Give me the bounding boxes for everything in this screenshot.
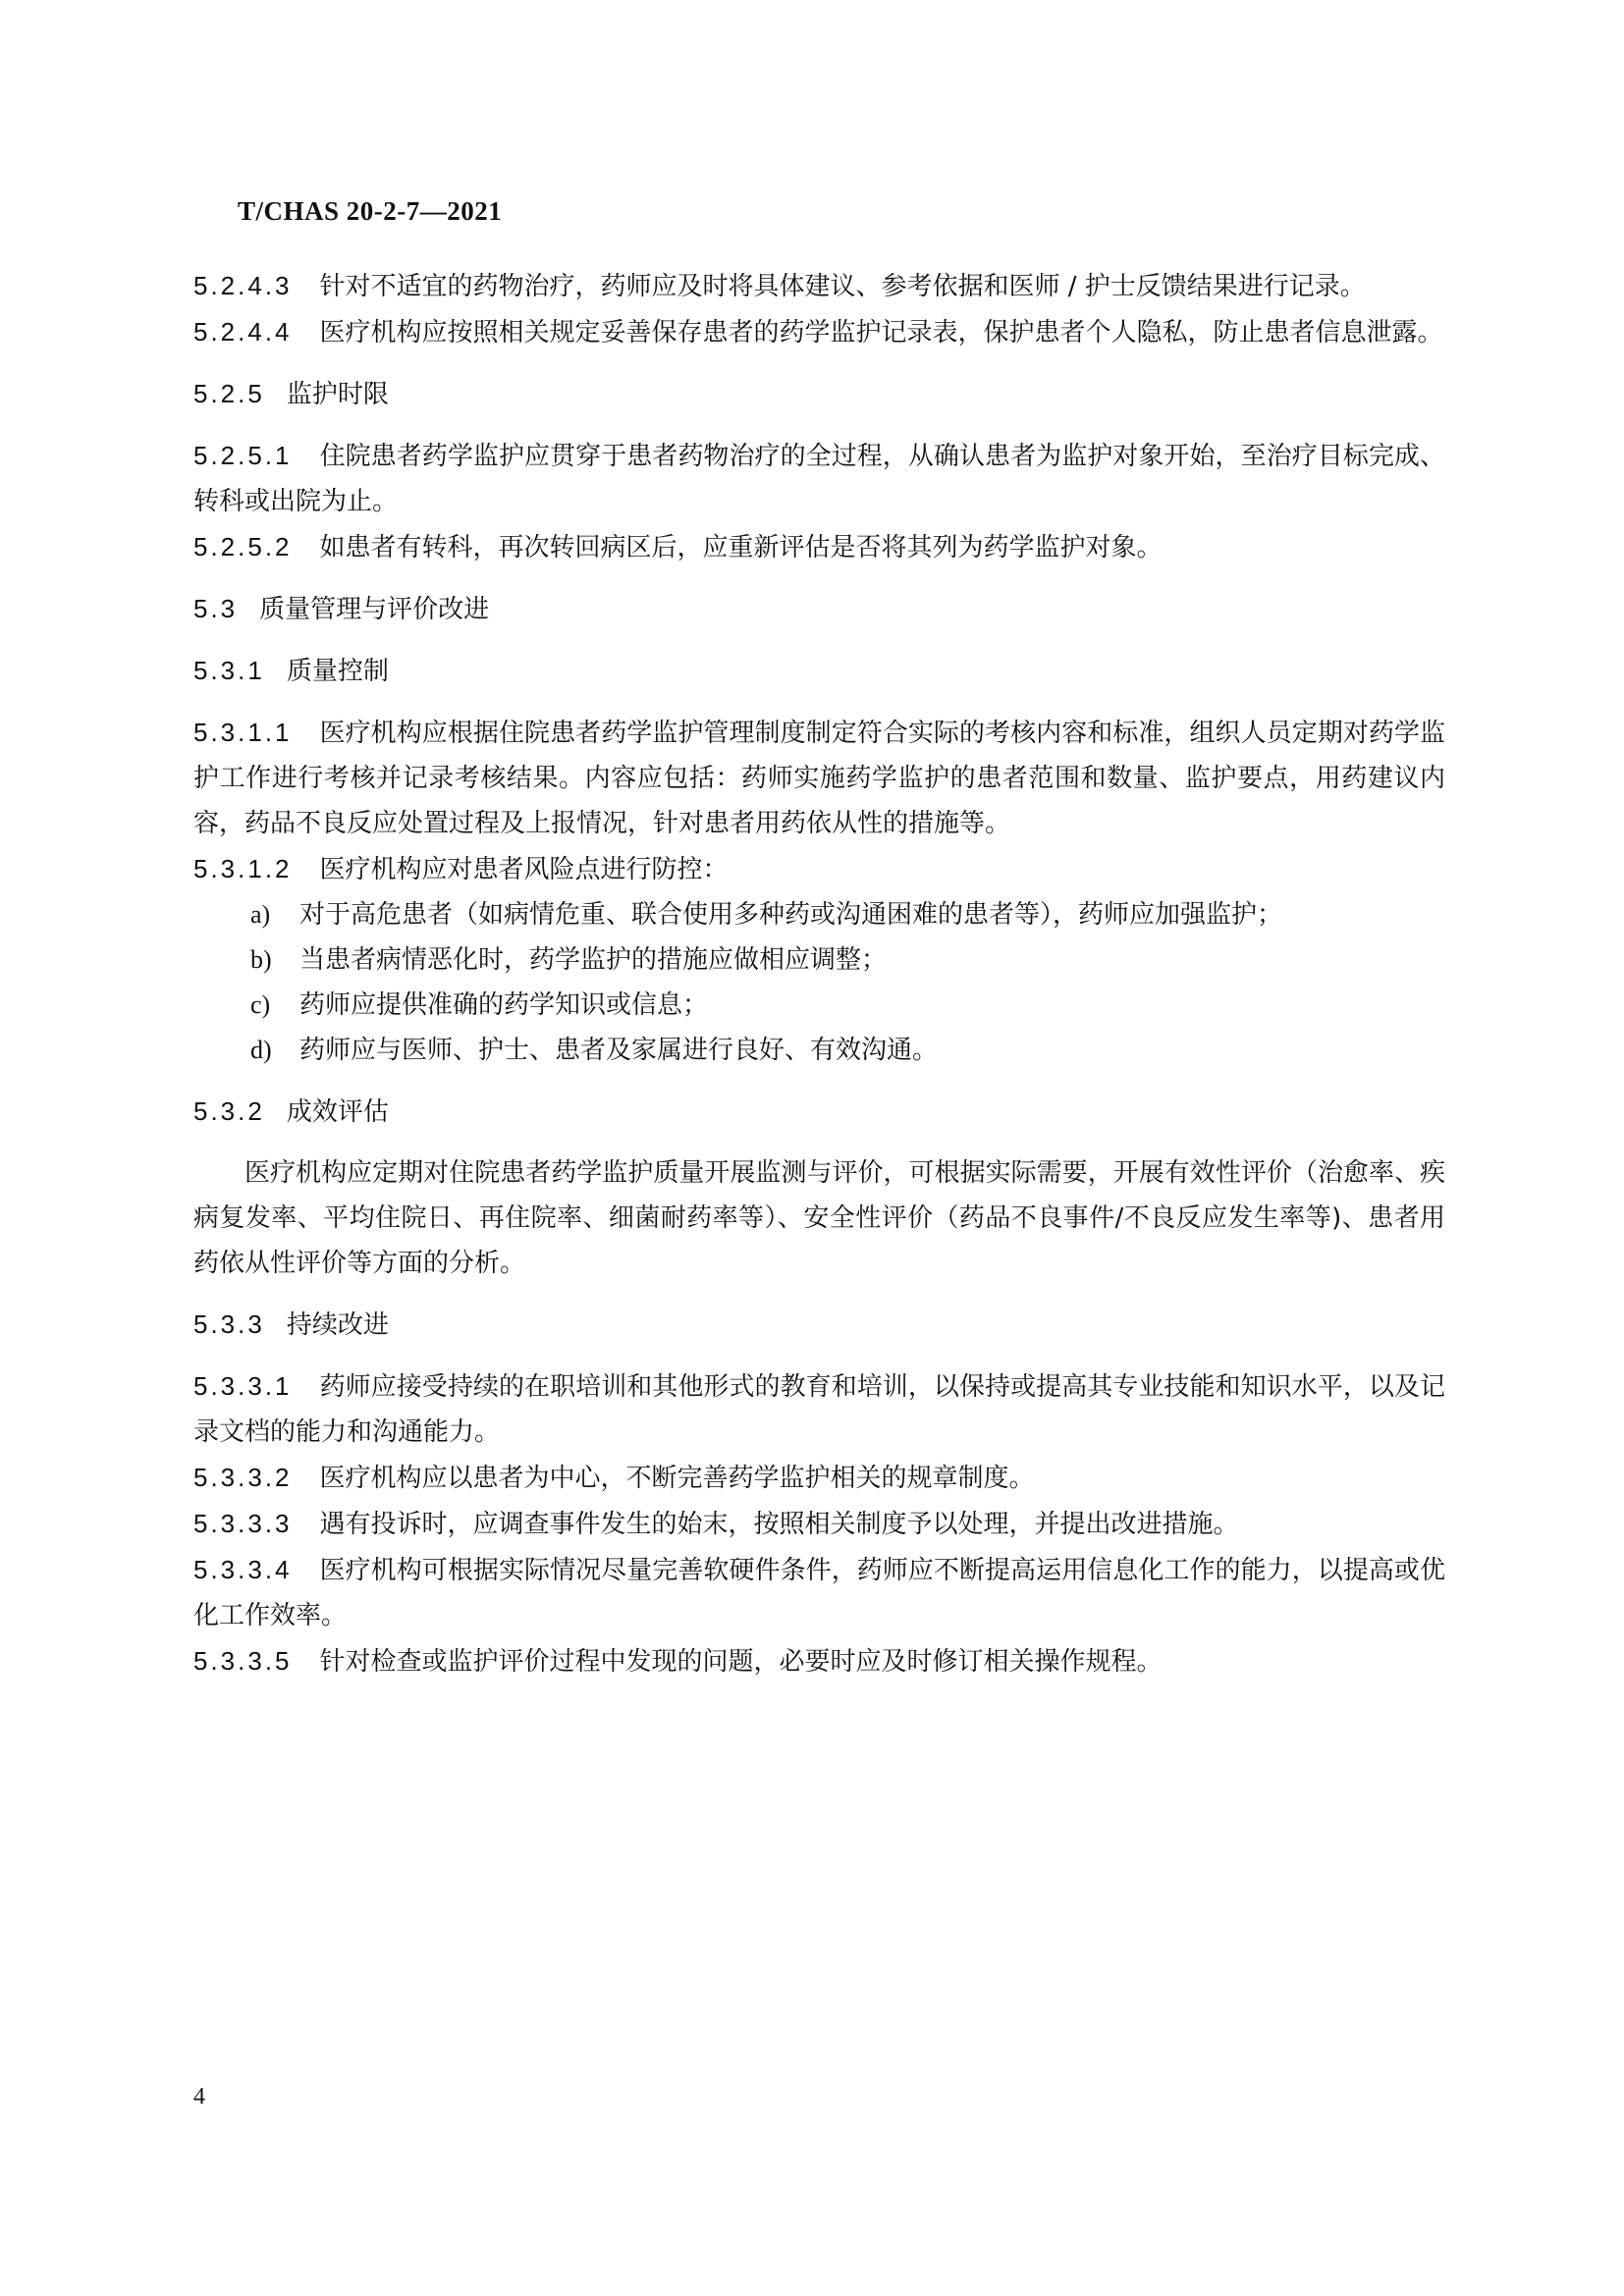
section-title: 成效评估 <box>286 1097 389 1127</box>
list-marker: d) <box>250 1036 272 1064</box>
clause-number: 5.2.5.2 <box>193 532 293 561</box>
clause-5-3-1-1 <box>193 710 1445 846</box>
clause-text: 医疗机构应按照相关规定妥善保存患者的药学监护记录表，保护患者个人隐私，防止患者信息泄露。 <box>319 318 1443 347</box>
list-item-text: 当患者病情恶化时，药学监护的措施应做相应调整； <box>299 945 888 975</box>
clause-number: 5.3.1.1 <box>193 718 293 747</box>
clause-5-2-5-2 <box>193 524 1445 570</box>
clause-number: 5.2.4.4 <box>193 317 293 347</box>
list-item-text: 对于高危患者（如病情危重、联合使用多种药或沟通困难的患者等），药师应加强监护； <box>299 900 1283 930</box>
section-title: 持续改进 <box>286 1310 389 1340</box>
list-marker: c) <box>250 990 271 1019</box>
section-heading-5-3-3 <box>193 1302 1445 1348</box>
clause-5-2-4-3 <box>193 263 1445 309</box>
section-number: 5.3.1 <box>193 656 265 685</box>
list-item-b <box>193 937 1445 983</box>
clause-number: 5.3.3.4 <box>193 1555 293 1584</box>
section-title: 质量管理与评价改进 <box>259 595 490 624</box>
clause-text: 医疗机构应以患者为中心，不断完善药学监护相关的规章制度。 <box>319 1464 1035 1493</box>
clause-5-3-3-2 <box>193 1455 1445 1501</box>
clause-number: 5.2.4.3 <box>193 271 293 300</box>
section-number: 5.3 <box>193 594 239 623</box>
list-marker: a) <box>250 900 271 929</box>
page-number: 4 <box>193 2084 205 2109</box>
list-item-a <box>193 892 1445 937</box>
clause-5-3-3-1 <box>193 1363 1445 1455</box>
clause-text: 如患者有转科，再次转回病区后，应重新评估是否将其列为药学监护对象。 <box>319 533 1163 562</box>
section-number: 5.3.2 <box>193 1096 265 1126</box>
clause-text: 医疗机构应对患者风险点进行防控： <box>319 855 729 884</box>
clause-text: 医疗机构应根据住院患者药学监护管理制度制定符合实际的考核内容和标准，组织人员定期对药学监护工作进行考核并记录考核结果。内容应包括：药师实施药学监护的患者范围和数量、监护要点，用药建议内容，药品不良反应处置过程及上报情况，针对患者用药依从性的措施等。 <box>193 719 1445 838</box>
clause-number: 5.3.1.2 <box>193 854 293 883</box>
section-heading-5-3 <box>193 586 1445 632</box>
clause-5-2-4-4 <box>193 309 1445 355</box>
clause-text: 医疗机构可根据实际情况尽量完善软硬件条件，药师应不断提高运用信息化工作的能力，以提高或优化工作效率。 <box>193 1556 1445 1630</box>
section-heading-5-2-5 <box>193 371 1445 417</box>
clause-5-3-3-5 <box>193 1638 1445 1684</box>
clause-text: 针对检查或监护评价过程中发现的问题，必要时应及时修订相关操作规程。 <box>319 1647 1163 1677</box>
paragraph-5-3-2: 医疗机构应定期对住院患者药学监护质量开展监测与评价，可根据实际需要，开展有效性评价（治愈率、疾病复发率、平均住院日、再住院率、细菌耐药率等）、安全性评价（药品不良事件/不良反应发生率等)、患者用药依从性评价等方面的分析。 <box>193 1158 1445 1278</box>
list-marker: b) <box>250 945 272 974</box>
list-item-c <box>193 983 1445 1028</box>
clause-number: 5.3.3.3 <box>193 1509 293 1538</box>
clause-number: 5.3.3.5 <box>193 1646 293 1676</box>
document-body <box>193 263 1445 1684</box>
section-number: 5.2.5 <box>193 379 265 408</box>
section-title: 质量控制 <box>286 657 389 686</box>
list-item-d <box>193 1028 1445 1073</box>
list-item-text: 药师应与医师、护士、患者及家属进行良好、有效沟通。 <box>299 1036 939 1065</box>
section-heading-5-3-2 <box>193 1089 1445 1135</box>
list-item-text: 药师应提供准确的药学知识或信息； <box>299 990 709 1020</box>
clause-5-2-5-1 <box>193 433 1445 524</box>
clause-number: 5.3.3.2 <box>193 1463 293 1492</box>
clause-5-3-1-2 <box>193 846 1445 892</box>
section-heading-5-3-1 <box>193 648 1445 694</box>
clause-text: 住院患者药学监护应贯穿于患者药物治疗的全过程，从确认患者为监护对象开始，至治疗目标完成、转科或出院为止。 <box>193 442 1445 516</box>
document-code: T/CHAS 20-2-7—2021 <box>238 196 503 226</box>
section-title: 监护时限 <box>286 380 389 409</box>
clause-number: 5.2.5.1 <box>193 441 293 470</box>
clause-text: 药师应接受持续的在职培训和其他形式的教育和培训，以保持或提高其专业技能和知识水平，以及记录文档的能力和沟通能力。 <box>193 1372 1445 1447</box>
clause-number: 5.3.3.1 <box>193 1371 293 1401</box>
clause-text: 针对不适宜的药物治疗，药师应及时将具体建议、参考依据和医师 / 护士反馈结果进行记录。 <box>319 272 1366 301</box>
clause-5-3-3-3 <box>193 1501 1445 1547</box>
clause-text: 遇有投诉时，应调查事件发生的始末，按照相关制度予以处理，并提出改进措施。 <box>319 1510 1239 1539</box>
section-number: 5.3.3 <box>193 1309 265 1339</box>
clause-5-3-3-4 <box>193 1547 1445 1638</box>
